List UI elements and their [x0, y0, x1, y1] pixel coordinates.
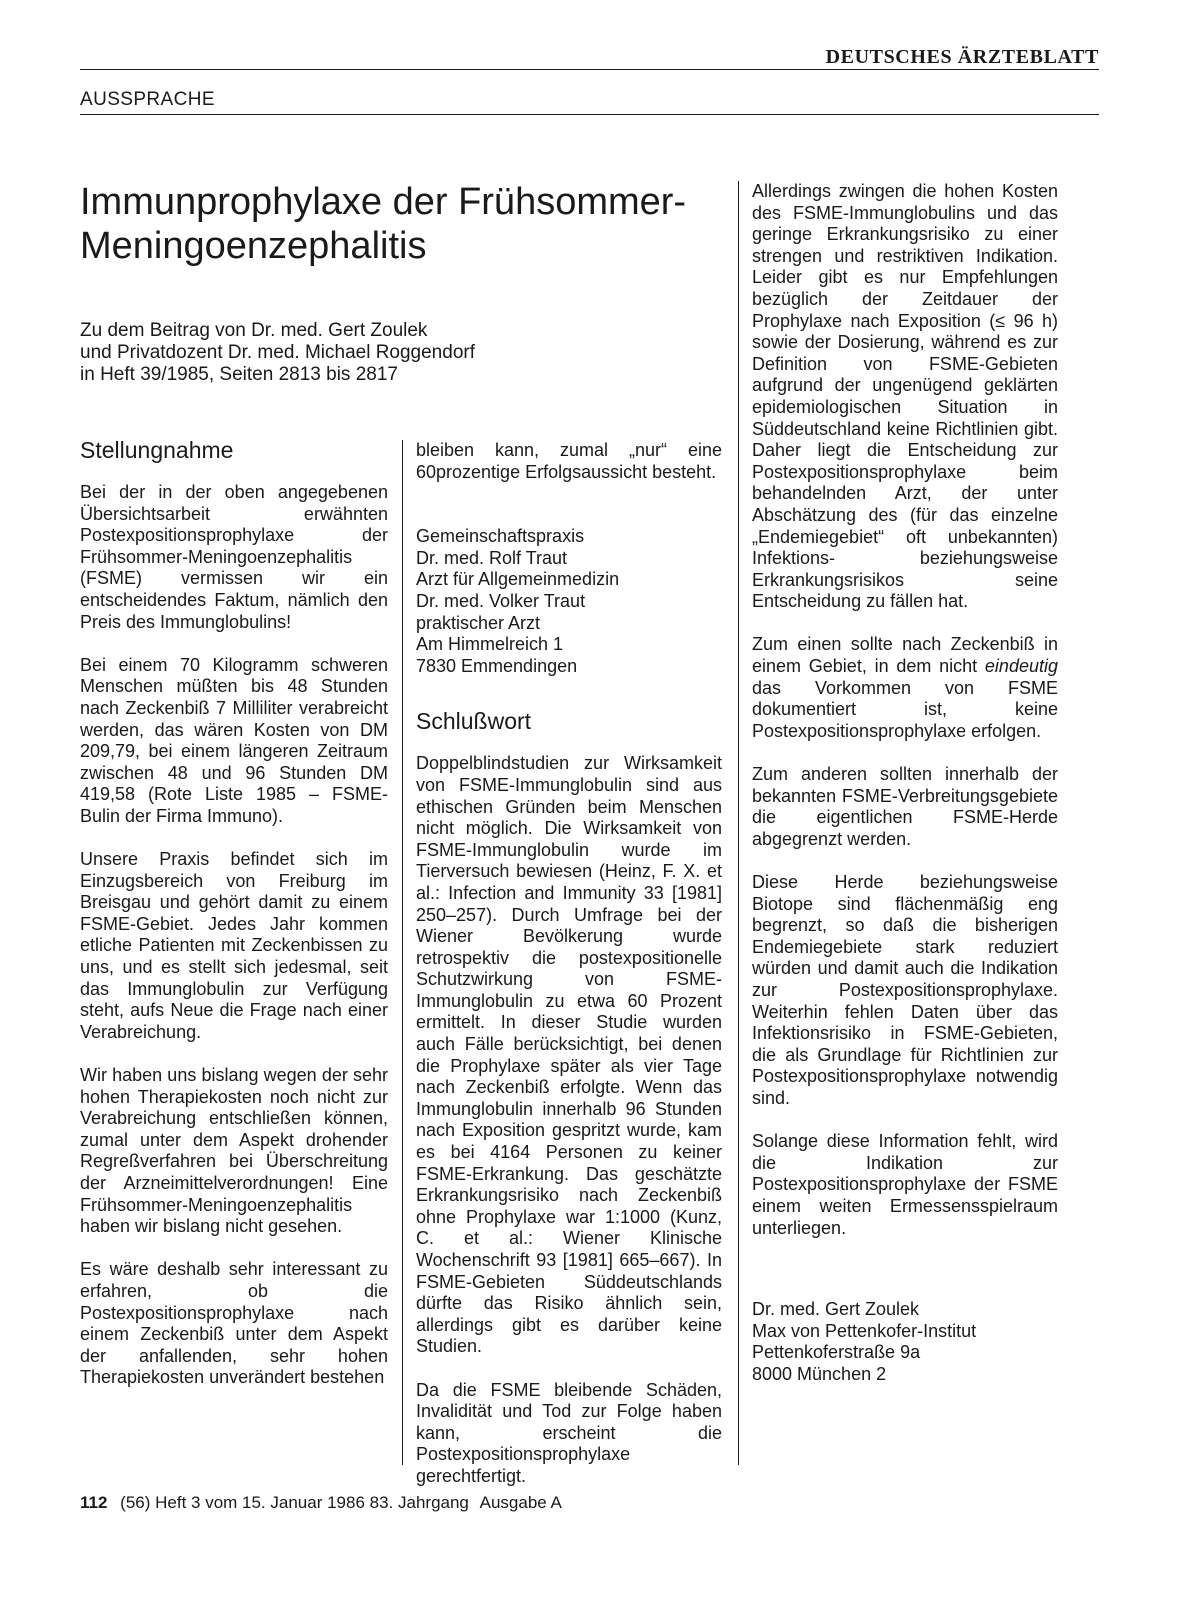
article-title: Immunprophylaxe der Frühsommer-Meningoenzephalitis: [80, 181, 687, 267]
column-left: [80, 436, 388, 1411]
masthead: DEUTSCHES ÄRZTEBLATT: [825, 46, 1099, 68]
column-middle: [416, 440, 722, 1509]
page-number: 112: [80, 1493, 108, 1512]
signature-line: Dr. med. Volker Traut: [416, 590, 586, 611]
paragraph: Bei einem 70 Kilogramm schweren Menschen müßten bis 48 Stunden nach Zeckenbiß 7 Milliliter verabreicht werden, das wären Kosten von DM 209,79, bei einem längeren Zeitraum zwischen 48 und 96 Stunden DM 419,58 (Rote Liste 1985 – FSME-Bulin der Firma Immuno).: [80, 654, 388, 826]
schlusswort-heading: Schlußwort: [416, 708, 532, 735]
stellungnahme-heading: Stellungnahme: [80, 437, 234, 463]
section-label: AUSSPRACHE: [80, 89, 215, 110]
section-rule: [80, 114, 1099, 115]
paragraph: Allerdings zwingen die hohen Kosten des FSME-Immunglobulins und das geringe Erkrankungsrisiko zu einer strengen und restriktiven Indikation. Leider gibt es nur Empfehlungen bezüglich der Zeitdauer der Prophylaxe nach Exposition (≤ 96 h) sowie der Dosierung, während es zur Definition von FSME-Gebieten aufgrund der ungenügend geklärten epidemiologischen Situation in Süddeutschland keine Richtlinien gibt. Daher liegt die Entscheidung zur Postexpositionsprophylaxe beim behandelnden Arzt, der unter Abschätzung des (für das einzelne „Endemiegebiet“ oft unbekannten) Infektions- beziehungsweise Erkrankungsrisikos seine Entscheidung zu fällen hat.: [752, 181, 1058, 612]
signature-line: Max von Pettenkofer-Institut: [752, 1320, 977, 1341]
paragraph: Es wäre deshalb sehr interessant zu erfahren, ob die Postexpositionsprophylaxe nach einem Zeckenbiß unter dem Aspekt der anfallenden, sehr hohen Therapiekosten unverändert bestehen: [80, 1259, 388, 1388]
signature-line: Pettenkoferstraße 9a: [752, 1342, 921, 1363]
paragraph: Doppelblindstudien zur Wirksamkeit von FSME-Immunglobulin sind aus ethischen Gründen beim Menschen nicht möglich. Die Wirksamkeit von FSME-Immunglobulin wurde im Tierversuch bewiesen (Heinz, F. X. et al.: Infection and Immunity 33 [1981] 250–257). Durch Umfrage bei der Wiener Bevölkerung wurde retrospektiv die postexpositionelle Schutzwirkung von FSME-Immunglobulin zu etwa 60 Prozent ermittelt. In dieser Studie wurden auch Fälle berücksichtigt, bei denen die Prophylaxe später als vier Tage nach Zeckenbiß erfolgte. Wenn das Immunglobulin innerhalb 96 Stunden nach Exposition gespritzt wurde, kam es bei 4164 Personen zu keiner FSME-Erkrankung. Das geschätzte Erkrankungsrisiko nach Zeckenbiß ohne Prophylaxe war 1:1000 (Kunz, C. et al.: Wiener Klinische Wochenschrift 93 [1981] 665–667). In FSME-Gebieten Süddeutschlands dürfte das Risiko ähnlich sein, allerdings gibt es darüber keine Studien.: [416, 753, 722, 1357]
paragraph: Diese Herde beziehungsweise Biotope sind flächenmäßig eng begrenzt, so daß die bisherigen Endemiegebiete stark reduziert würden und damit auch die Indikation zur Postexpositionsprophylaxe. Weiterhin fehlen Daten über das Infektionsrisiko in FSME-Gebieten, die als Grundlage für Richtlinien zur Postexpositionsprophylaxe notwendig sind.: [752, 872, 1058, 1108]
page-footer: [80, 1493, 562, 1513]
paragraph-text: Zum einen sollte nach Zeckenbiß in einem Gebiet, in dem nicht: [752, 634, 1058, 677]
signature-line: Am Himmelreich 1: [416, 634, 564, 655]
column-divider: [738, 181, 739, 1465]
subtitle-line: in Heft 39/1985, Seiten 2813 bis 2817: [80, 364, 398, 385]
edition-label: Ausgabe A: [479, 1493, 562, 1512]
emphasis: eindeutig: [984, 656, 1058, 677]
paragraph: bleiben kann, zumal „nur“ eine 60prozentige Erfolgsaussicht besteht.: [416, 440, 722, 482]
signature-line: 8000 München 2: [752, 1363, 887, 1384]
article-subtitle: [80, 320, 720, 386]
paragraph: Unsere Praxis befindet sich im Einzugsbereich von Freiburg im Breisgau und gehört damit zu einem FSME-Gebiet. Jedes Jahr kommen etliche Patienten mit Zeckenbissen zu uns, und es stellt sich jedesmal, seit das Immunglobulin zur Verfügung steht, aufs Neue die Frage nach einer Verabreichung.: [80, 849, 388, 1042]
masthead-rule: [80, 69, 1099, 70]
paragraph: Da die FSME bleibende Schäden, Invalidität und Tod zur Folge haben kann, erscheint die Postexpositionsprophylaxe gerechtfertigt.: [416, 1379, 722, 1486]
paragraph: Zum anderen sollten innerhalb der bekannten FSME-Verbreitungsgebiete die eigentlichen FSME-Herde abgegrenzt werden.: [752, 764, 1058, 849]
paragraph-text: das Vorkommen von FSME dokumentiert ist, keine Postexpositionsprophylaxe erfolgen.: [752, 677, 1058, 741]
issue-info: (56) Heft 3 vom 15. Januar 1986 83. Jahrgang: [120, 1493, 469, 1512]
paragraph: [752, 634, 1058, 742]
paragraph: Bei der in der oben angegebenen Übersichtsarbeit erwähnten Postexpositionsprophylaxe der Frühsommer-Meningoenzephalitis (FSME) vermissen wir ein entscheidendes Faktum, nämlich den Preis des Immunglobulins!: [80, 482, 388, 632]
paragraph: Wir haben uns bislang wegen der sehr hohen Therapiekosten noch nicht zur Verabreichung entschließen können, zumal unter dem Aspekt drohender Regreßverfahren bei Überschreitung der Arzneimittelverordnungen! Eine Frühsommer-Meningoenzephalitis haben wir bislang nicht gesehen.: [80, 1065, 388, 1237]
subtitle-line: Zu dem Beitrag von Dr. med. Gert Zoulek: [80, 320, 428, 341]
column-divider: [402, 440, 403, 1465]
signature-line: Gemeinschaftspraxis: [416, 526, 585, 547]
subtitle-line: und Privatdozent Dr. med. Michael Roggendorf: [80, 342, 475, 363]
signature-line: Arzt für Allgemeinmedizin: [416, 569, 620, 590]
signature-line: 7830 Emmendingen: [416, 655, 578, 676]
signature-line: Dr. med. Rolf Traut: [416, 547, 568, 568]
column-right: [752, 181, 1058, 1385]
schlusswort-signature: [752, 1299, 1058, 1385]
signature-line: Dr. med. Gert Zoulek: [752, 1299, 920, 1320]
signature-line: praktischer Arzt: [416, 612, 541, 633]
stellungnahme-signature: [416, 526, 722, 677]
paragraph: Solange diese Information fehlt, wird die Indikation zur Postexpositionsprophylaxe der FSME einem weiten Ermessensspielraum unterliegen.: [752, 1131, 1058, 1238]
